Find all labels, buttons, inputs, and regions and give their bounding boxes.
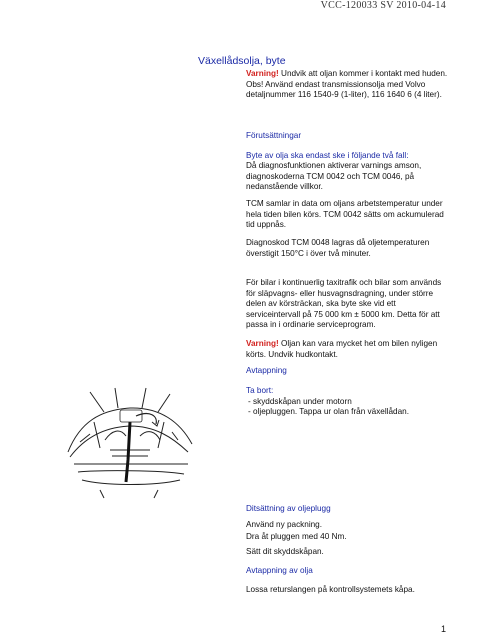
plug-step-2: Dra åt pluggen med 40 Nm. (246, 532, 347, 541)
page-title: Växellådsolja, byte (198, 55, 286, 67)
transmission-drain-illustration (60, 382, 200, 502)
prereq-paragraph-1: Då diagnosfunktionen aktiverar varnings amson, diagnoskoderna TCM 0042 och TCM 0046, på nedanstående villkor. (246, 161, 422, 192)
warning-block-1 (246, 69, 451, 101)
obs-note: Obs! Använd endast transmissionsolja med Volvo detaljnummer 116 1540-9 (1-liter), 116 1640 6 (4 liter). (246, 79, 442, 100)
drain-heading: Avtappning (246, 366, 287, 375)
warning-label: Varning! (246, 69, 279, 78)
plug-heading: Ditsättning av oljeplugg (246, 504, 331, 513)
prereq-paragraph-2: TCM samlar in data om oljans arbetstemperatur under hela tiden bilen körs. TCM 0042 sätts om ackumulerad tid uppnås. (246, 199, 444, 230)
remove-section (246, 386, 451, 418)
warning-text: Undvik att oljan kommer i kontakt med huden. (278, 69, 448, 78)
drain-oil-step-1: Lossa returslangen på kontrollsystemets kåpa. (246, 585, 415, 594)
document-id: VCC-120033 SV 2010-04-14 (320, 0, 446, 11)
page-number: 1 (440, 624, 446, 634)
warning-block-2 (246, 339, 451, 360)
plug-step-1: Använd ny packning. (246, 520, 323, 529)
prereq-subheading: Byte av olja ska endast ske i följande två fall: (246, 151, 409, 160)
remove-heading: Ta bort: (246, 386, 274, 395)
warning-text: Oljan kan vara mycket het om bilen nyligen körts. Undvik hudkontakt. (246, 339, 438, 359)
drain-oil-heading: Avtappning av olja (246, 566, 313, 575)
plug-step-3: Sätt dit skyddskåpan. (246, 547, 324, 556)
list-item: - oljepluggen. Tappa ur olan från växellådan. (248, 407, 409, 417)
prereq-paragraph-3: Diagnoskod TCM 0048 lagras då oljetemperaturen överstigit 150°C i över två minuter. (246, 238, 430, 258)
prereq-heading: Förutsättningar (246, 131, 302, 140)
list-item: - skyddskåpan under motorn (248, 396, 352, 406)
remove-list (246, 397, 451, 418)
warning-label: Varning! (246, 339, 279, 348)
prereq-paragraph-4: För bilar i kontinuerlig taxitrafik och bilar som används för släpvagns- eller husvagnsdragning, under större delen av körsträckan, ska byte ske vid ett serviceintervall på 75 000 km ± 5000 km. Detta för att passa in i ordinarie serviceprogram. (246, 278, 442, 330)
